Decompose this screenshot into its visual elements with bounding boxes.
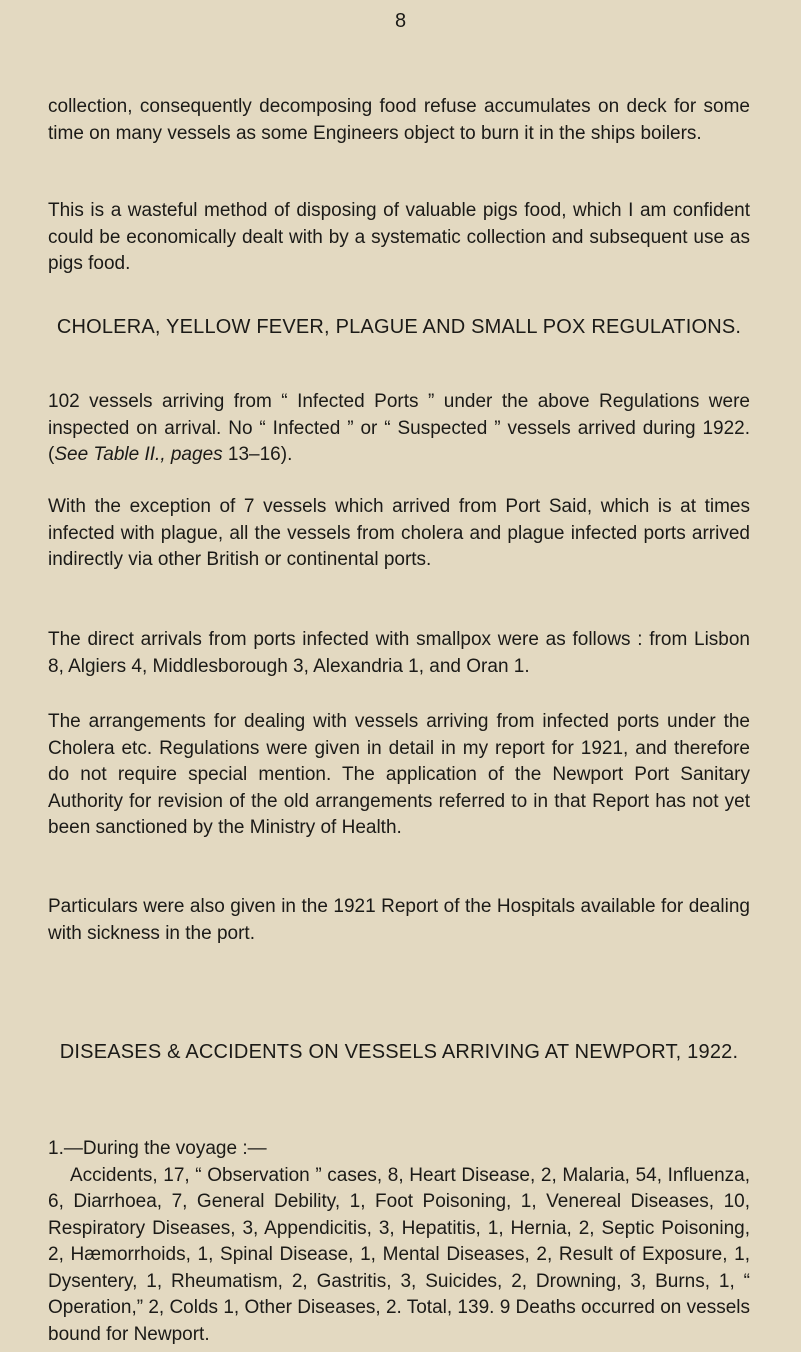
list-item-lead: 1.—During the voyage :— [48,1138,267,1159]
paragraph-port-said: With the exception of 7 vessels which arrived from Port Said, which is at times infected with plague, all the vessels from cholera and plague infected ports arrived indirectly via other British or continental ports. [48,496,750,570]
paragraph-infected-ports-text: 102 vessels arriving from “ Infected Ports ” under the above Regulations were inspected on arrival. No “ Infected ” or “ Suspected ” vessels arrived during 1922. ( [48,391,750,465]
paragraph-infected-ports-end: 13–16). [222,444,293,465]
heading-cholera-regulations: CHOLERA, YELLOW FEVER, PLAGUE AND SMALL POX REGULATIONS. [56,316,742,338]
page-number: 8 [394,10,407,32]
paragraph-infected-ports [48,389,750,469]
heading-diseases-accidents: DISEASES & ACCIDENTS ON VESSELS ARRIVING AT NEWPORT, 1922. [59,1041,739,1063]
paragraph-smallpox-arrivals: The direct arrivals from ports infected with smallpox were as follows : from Lisbon 8, Algiers 4, Middlesborough 3, Alexandria 1, and Oran 1. [48,629,750,677]
table-reference: See Table II., pages [54,444,223,465]
paragraph-hospitals: Particulars were also given in the 1921 Report of the Hospitals available for dealing with sickness in the port. [48,896,750,944]
list-item-body: Accidents, 17, “ Observation ” cases, 8, Heart Disease, 2, Malaria, 54, Influenza, 6, Diarrhoea, 7, General Debility, 1, Foot Poisoning, 1, Venereal Diseases, 10, Respiratory Diseases, 3, Appendicitis, 3, Hepatitis, 1, Hernia, 2, Septic Poisoning, 2, Hæmorrhoids, 1, Spinal Disease, 1, Mental Diseases, 2, Result of Exposure, 1, Dysentery, 1, Rheumatism, 2, Gastritis, 3, Suicides, 2, Drowning, 3, Burns, 1, “ Operation,” 2, Colds 1, Other Diseases, 2. Total, 139. 9 Deaths occurred on vessels bound for Newport. [48,1164,750,1345]
paragraph-arrangements: The arrangements for dealing with vessels arriving from infected ports under the Cholera etc. Regulations were given in detail in my report for 1921, and therefore do not require special mention. The application of the Newport Port Sanitary Authority for revision of the old arrangements referred to in that Report has not yet been sanctioned by the Ministry of Health. [48,711,750,838]
list-item-during-voyage [48,1136,750,1348]
paragraph-pigs-food: This is a wasteful method of disposing of valuable pigs food, which I am confident could be economically dealt with by a systematic collection and subsequent use as pigs food. [48,200,750,274]
paragraph-food-refuse: collection, consequently decomposing food refuse accumulates on deck for some time on many vessels as some Engineers object to burn it in the ships boilers. [48,96,750,144]
